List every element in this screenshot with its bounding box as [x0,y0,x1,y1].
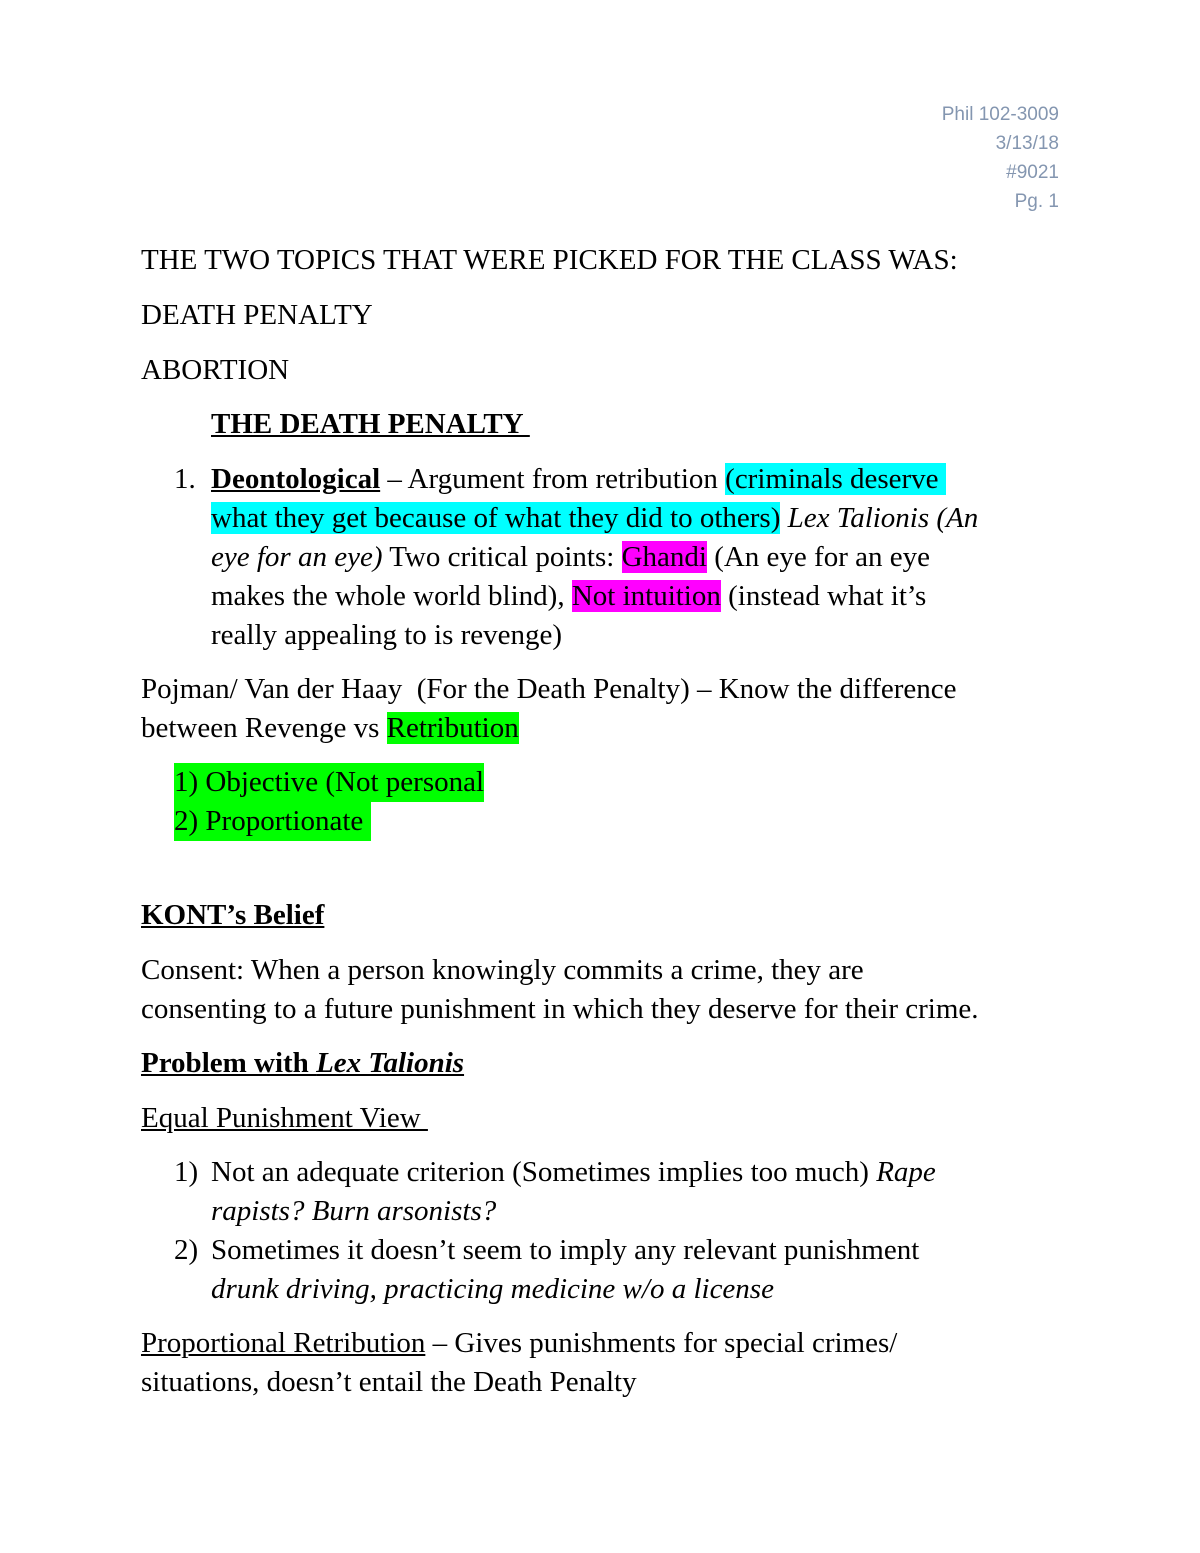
problem-point2-line1: Sometimes it doesn’t seem to imply any relevant punishment [211,1234,920,1266]
highlight-green-retribution: Retribution [386,712,519,744]
problem-point1-line2: rapists? Burn arsonists? [211,1195,497,1227]
header-course: Phil 102-3009 [941,104,1059,125]
item1-line2 [211,499,978,538]
topic-abortion: ABORTION [141,354,290,386]
term-deontological: Deontological [211,463,381,495]
lex-talionis-italic: Lex Talionis (An [787,502,979,534]
kont-line2: consenting to a future punishment in which they deserve for their crime. [141,993,979,1025]
pojman-text: between Revenge vs [141,712,387,744]
item1-text: (An eye for an eye [706,541,930,573]
header-date: 3/13/18 [995,133,1059,154]
proportional-line1 [141,1324,897,1363]
item1-space [780,502,787,534]
item1-text: Two critical points: [382,541,622,573]
highlight-cyan: what they get because of what they did to others) [211,502,781,534]
eye-for-eye-italic: eye for an eye) [211,541,383,573]
problem-title-italic: Lex Talionis [316,1047,465,1079]
kont-line1: Consent: When a person knowingly commits a crime, they are [141,954,864,986]
problem-point2-number: 2) [174,1234,199,1266]
intro-line: THE TWO TOPICS THAT WERE PICKED FOR THE CLASS WAS: [141,244,958,276]
proportional-text: – Gives punishments for special crimes/ [425,1327,898,1359]
pojman-line2 [141,709,519,748]
proportional-term: Proportional Retribution [141,1327,426,1359]
problem-text: Not an adequate criterion (Sometimes implies too much) [211,1156,877,1188]
pojman-point-2: 2) Proportionate [174,802,371,841]
problem-title [141,1044,464,1083]
highlight-magenta-ghandi: Ghandi [621,541,707,573]
problem-point1-line1 [211,1153,936,1192]
item1-number: 1. [174,463,196,495]
highlight-cyan: (criminals deserve [725,463,946,495]
problem-italic: Rape [876,1156,936,1188]
section-title-death-penalty: THE DEATH PENALTY [211,408,530,440]
item1-text: – Argument from retribution [380,463,726,495]
item1-line3 [211,538,930,577]
item1-line5: really appealing to is revenge) [211,619,563,651]
highlight-magenta-intuition: Not intuition [571,580,721,612]
item1-text: (instead what it’s [720,580,927,612]
item1-line1 [211,460,946,499]
topic-death-penalty: DEATH PENALTY [141,299,373,331]
proportional-line2: situations, doesn’t entail the Death Penalty [141,1366,637,1398]
header-id: #9021 [1006,162,1059,183]
problem-title-text: Problem with [141,1047,317,1079]
problem-point2-line2: drunk driving, practicing medicine w/o a license [211,1273,774,1305]
problem-point1-number: 1) [174,1156,199,1188]
pojman-line1: Pojman/ Van der Haay (For the Death Penalty) – Know the difference [141,673,957,705]
kont-title: KONT’s Belief [141,899,325,931]
header-page: Pg. 1 [1014,191,1059,212]
equal-punishment-title: Equal Punishment View [141,1102,428,1134]
pojman-point-1: 1) Objective (Not personal [174,763,484,802]
item1-text: makes the whole world blind), [211,580,572,612]
item1-line4 [211,577,926,616]
